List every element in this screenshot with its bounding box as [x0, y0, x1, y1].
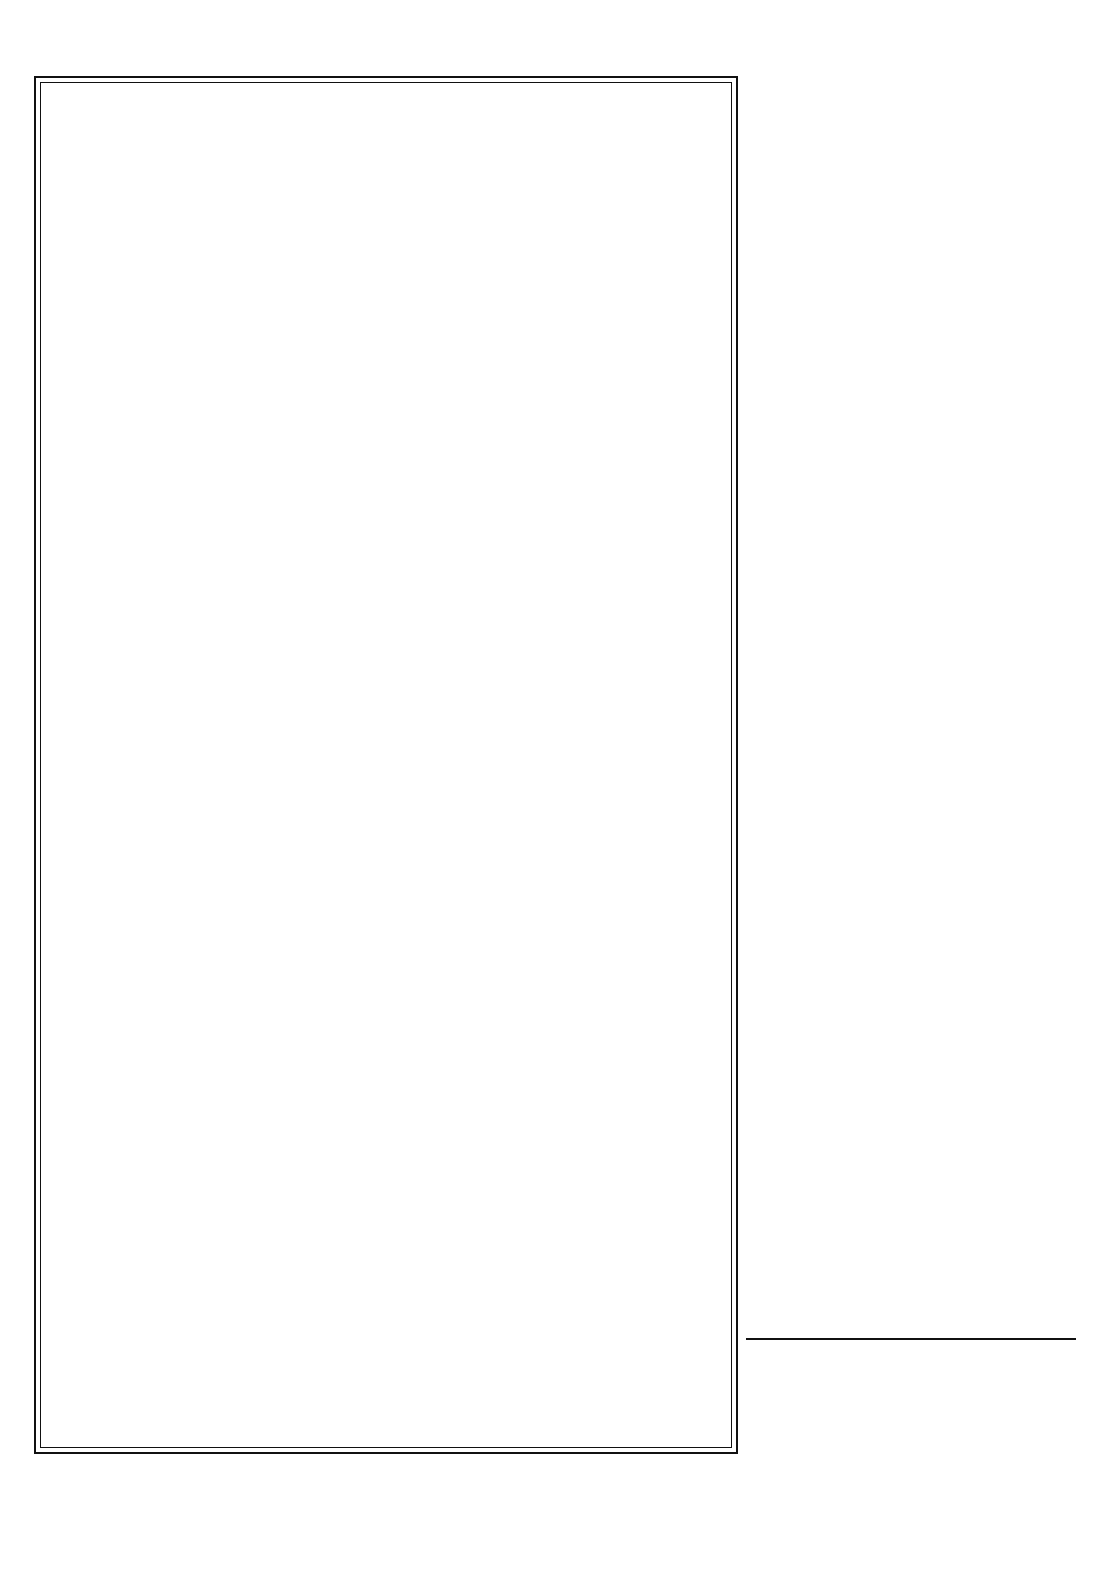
main-commentary-box: [34, 76, 738, 1454]
column-divider-rule: [746, 1338, 1076, 1340]
side-column: [746, 60, 1076, 1450]
page-number: [560, 20, 690, 60]
